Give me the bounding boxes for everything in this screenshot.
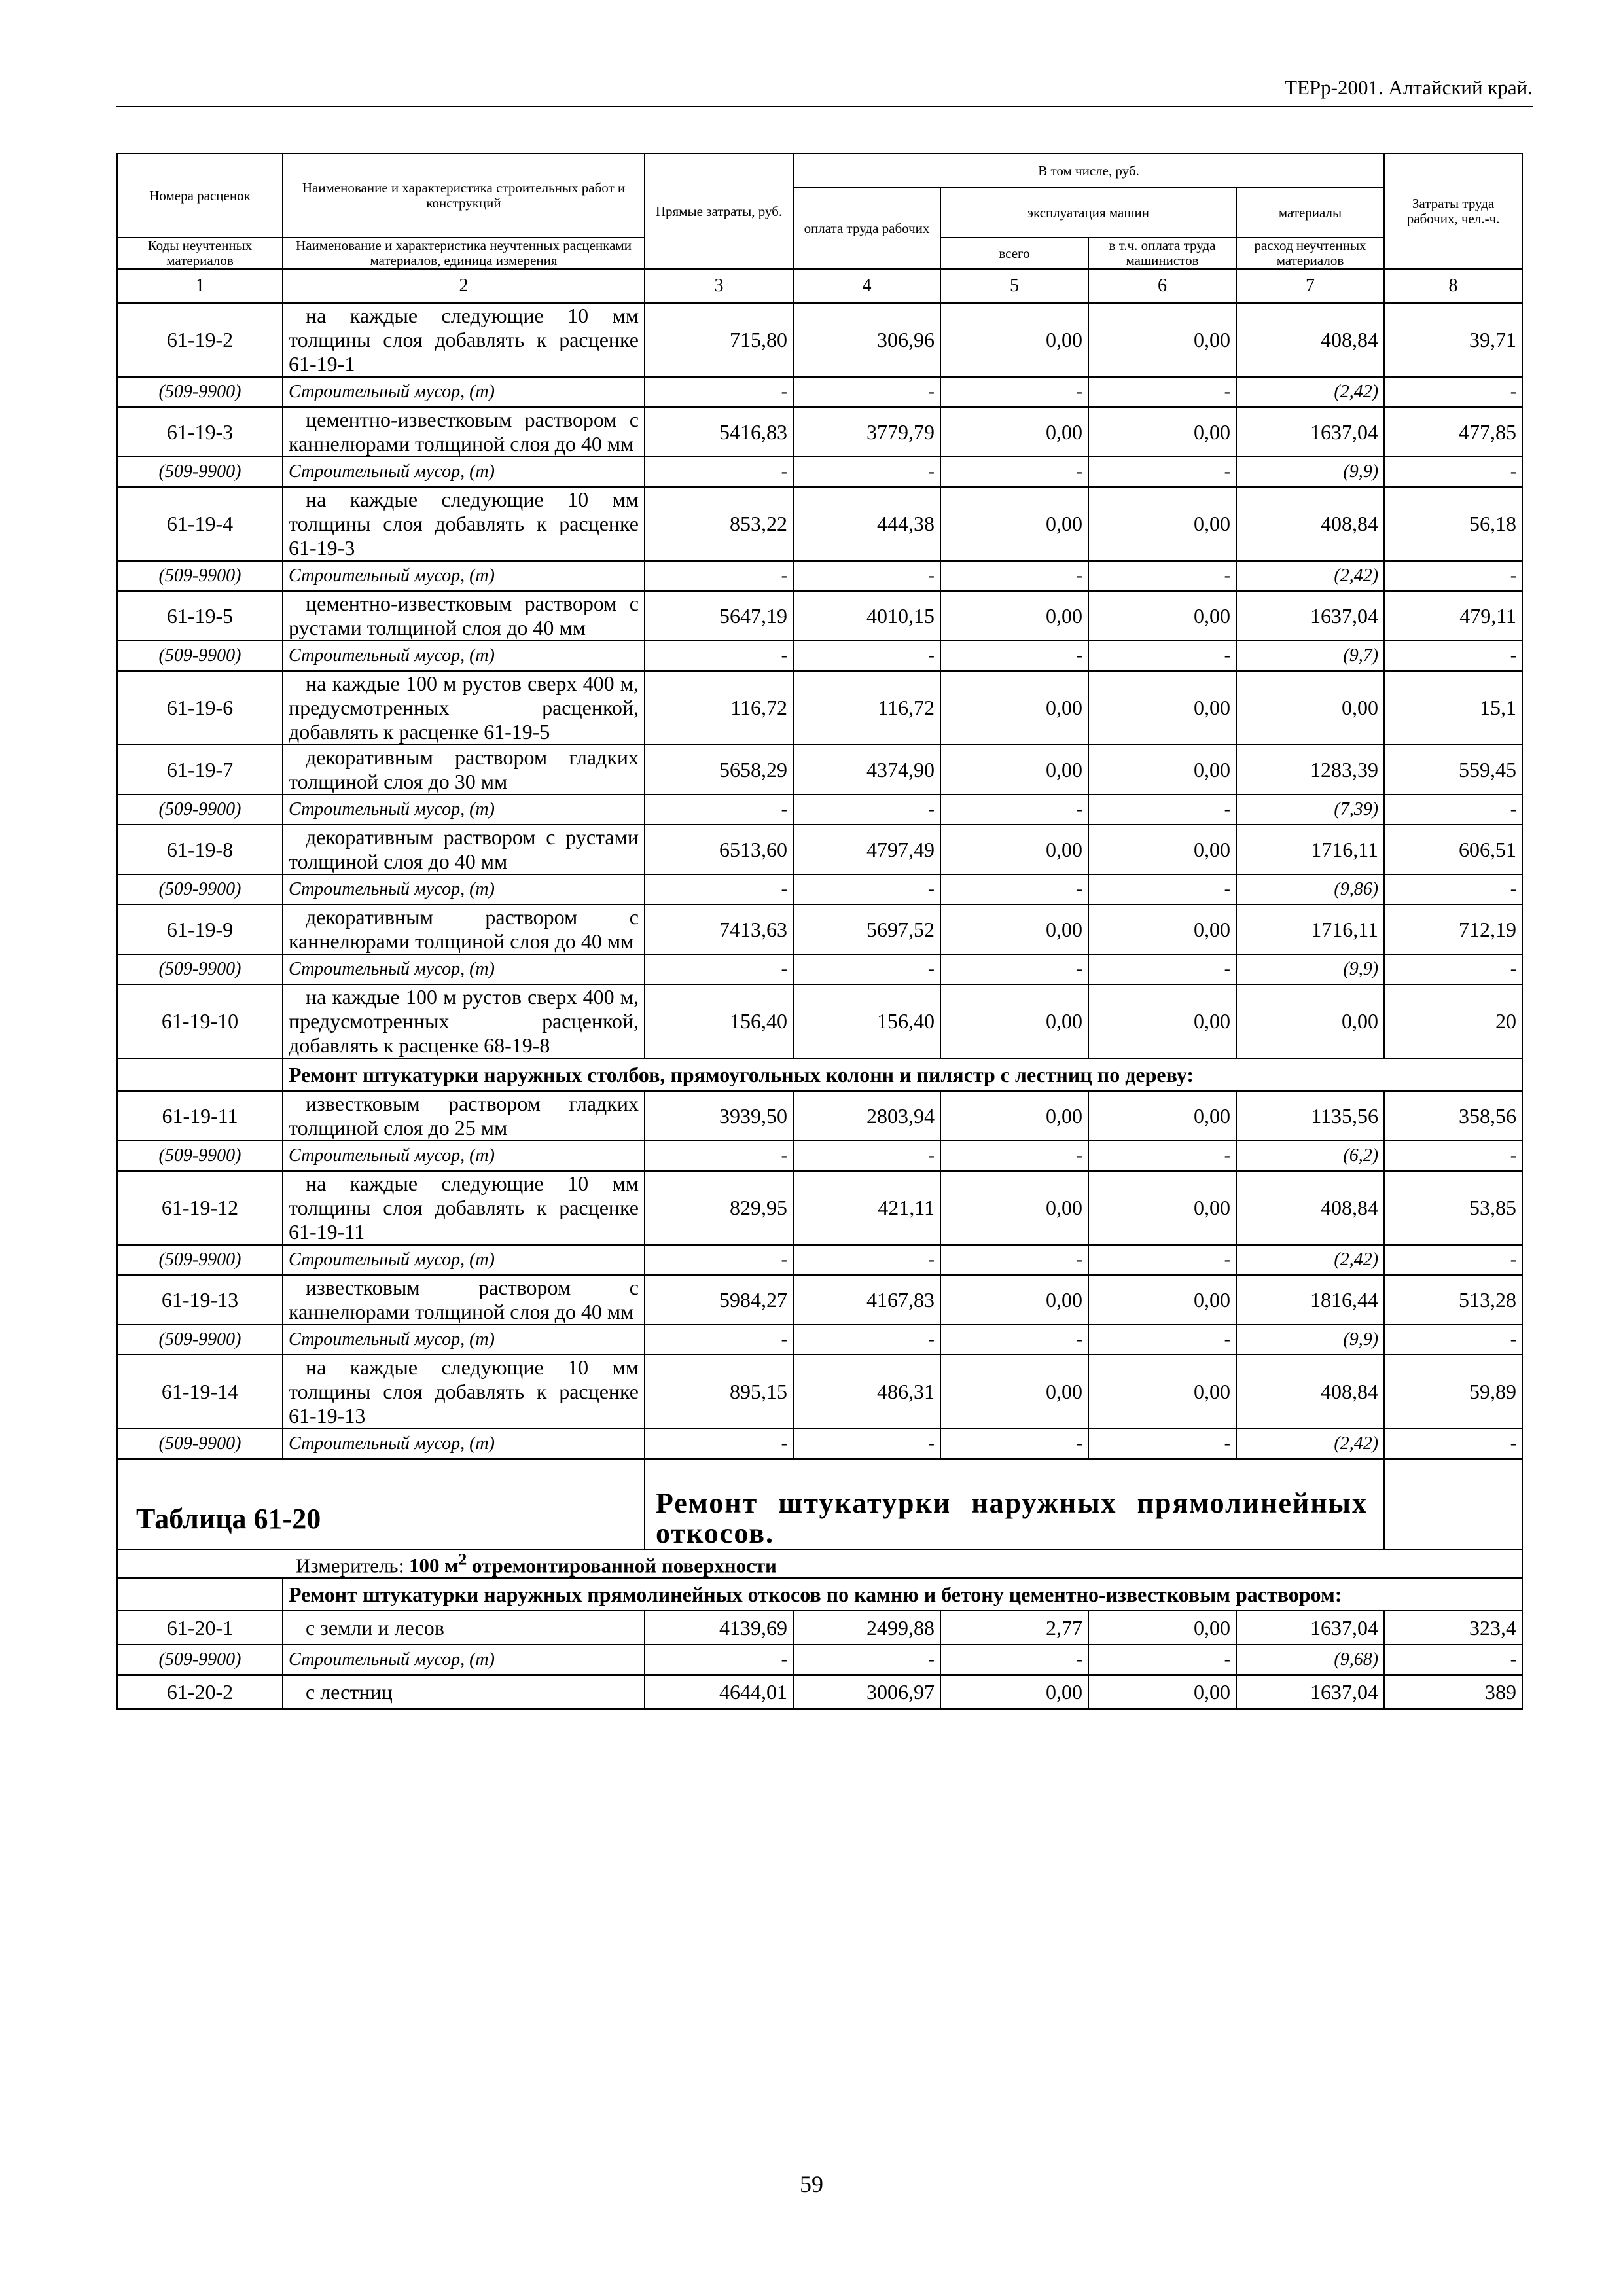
material-name: Строительный мусор, (т) — [283, 1325, 645, 1355]
rate-row — [117, 1611, 1522, 1645]
material-labor: - — [793, 377, 940, 407]
measure-unit — [283, 1549, 1522, 1578]
material-code: (509-9900) — [117, 1325, 283, 1355]
section-heading-row — [117, 1578, 1522, 1611]
material-labor: - — [793, 1325, 940, 1355]
machinist-pay: 0,00 — [1088, 591, 1236, 641]
rate-row — [117, 407, 1522, 457]
work-description: декоративным раствором гладких толщиной слоя до 30 мм — [283, 745, 645, 795]
material-machines: - — [940, 641, 1088, 671]
direct-costs: 116,72 — [645, 671, 793, 745]
labor-hours: 53,85 — [1384, 1171, 1522, 1245]
material-row — [117, 1325, 1522, 1355]
work-description: известковым раствором с каннелюрами толщиной слоя до 40 мм — [283, 1275, 645, 1325]
material-machines: - — [940, 1245, 1088, 1275]
direct-costs: 156,40 — [645, 984, 793, 1058]
work-description: с земли и лесов — [283, 1611, 645, 1645]
work-description: на каждые следующие 10 мм толщины слоя добавлять к расценке 61-19-13 — [283, 1355, 645, 1429]
work-description: цементно-известковым раствором с каннелюрами толщиной слоя до 40 мм — [283, 407, 645, 457]
material-name: Строительный мусор, (т) — [283, 1141, 645, 1171]
rate-row — [117, 1091, 1522, 1141]
machines-total: 0,00 — [940, 671, 1088, 745]
labor-pay: 4010,15 — [793, 591, 940, 641]
page-number: 59 — [800, 2171, 823, 2197]
material-code: (509-9900) — [117, 795, 283, 825]
work-description: цементно-известковым раствором с рустами толщиной слоя до 40 мм — [283, 591, 645, 641]
measure-prefix: Измеритель: — [296, 1554, 404, 1577]
table-name: Ремонт штукатурки наружных прямолинейных откосов. — [645, 1459, 1384, 1549]
machinist-pay: 0,00 — [1088, 1675, 1236, 1709]
material-consumption: (9,9) — [1236, 457, 1384, 487]
material-machines: - — [940, 1141, 1088, 1171]
machinist-pay: 0,00 — [1088, 407, 1236, 457]
material-name: Строительный мусор, (т) — [283, 377, 645, 407]
materials: 408,84 — [1236, 1355, 1384, 1429]
machinist-pay: 0,00 — [1088, 1091, 1236, 1141]
rate-row — [117, 905, 1522, 954]
material-name: Строительный мусор, (т) — [283, 561, 645, 591]
rate-code: 61-19-5 — [117, 591, 283, 641]
materials: 1637,04 — [1236, 591, 1384, 641]
material-row — [117, 954, 1522, 984]
materials: 408,84 — [1236, 1171, 1384, 1245]
material-code: (509-9900) — [117, 1141, 283, 1171]
machines-total: 0,00 — [940, 984, 1088, 1058]
material-labor: - — [793, 874, 940, 905]
material-machines: - — [940, 561, 1088, 591]
material-direct: - — [645, 641, 793, 671]
material-machinist-pay: - — [1088, 1141, 1236, 1171]
column-number: 5 — [940, 269, 1088, 303]
header-machines-total: всего — [940, 238, 1088, 269]
material-consumption: (2,42) — [1236, 1429, 1384, 1459]
materials: 1716,11 — [1236, 825, 1384, 874]
header-rate-numbers: Номера расценок — [117, 154, 283, 238]
materials: 1637,04 — [1236, 407, 1384, 457]
running-header: ТЕРр-2001. Алтайский край. — [116, 73, 1533, 107]
rates-table — [116, 153, 1523, 1710]
material-consumption: (2,42) — [1236, 377, 1384, 407]
rate-code: 61-19-3 — [117, 407, 283, 457]
work-description: известковым раствором гладких толщиной слоя до 25 мм — [283, 1091, 645, 1141]
rate-code: 61-19-6 — [117, 671, 283, 745]
header-unaccounted-materials: расход неучтенных материалов — [1236, 238, 1384, 269]
work-description: с лестниц — [283, 1675, 645, 1709]
measure-row — [117, 1549, 1522, 1578]
material-direct: - — [645, 377, 793, 407]
rate-code: 61-19-2 — [117, 303, 283, 377]
material-row — [117, 874, 1522, 905]
materials: 1716,11 — [1236, 905, 1384, 954]
material-direct: - — [645, 457, 793, 487]
header-labor-hours: Затраты труда рабочих, чел.-ч. — [1384, 154, 1522, 269]
labor-pay: 2499,88 — [793, 1611, 940, 1645]
material-hours: - — [1384, 1141, 1522, 1171]
material-direct: - — [645, 1245, 793, 1275]
material-machines: - — [940, 1325, 1088, 1355]
material-machines: - — [940, 954, 1088, 984]
rate-row — [117, 1355, 1522, 1429]
rate-row — [117, 825, 1522, 874]
labor-pay: 116,72 — [793, 671, 940, 745]
direct-costs: 3939,50 — [645, 1091, 793, 1141]
rate-code: 61-19-12 — [117, 1171, 283, 1245]
machines-total: 0,00 — [940, 1675, 1088, 1709]
material-name: Строительный мусор, (т) — [283, 641, 645, 671]
material-machinist-pay: - — [1088, 874, 1236, 905]
material-row — [117, 457, 1522, 487]
material-machinist-pay: - — [1088, 1325, 1236, 1355]
rate-code: 61-19-14 — [117, 1355, 283, 1429]
labor-hours: 712,19 — [1384, 905, 1522, 954]
column-number: 7 — [1236, 269, 1384, 303]
material-name: Строительный мусор, (т) — [283, 1645, 645, 1675]
measure-value: 100 $м^2$ — [408, 1550, 467, 1577]
material-machinist-pay: - — [1088, 1245, 1236, 1275]
column-number-row — [117, 269, 1522, 303]
material-row — [117, 377, 1522, 407]
measure-suffix: отремонтированной поверхности — [471, 1554, 777, 1577]
machines-total: 0,00 — [940, 1171, 1088, 1245]
materials: 1637,04 — [1236, 1675, 1384, 1709]
direct-costs: 4644,01 — [645, 1675, 793, 1709]
material-code: (509-9900) — [117, 457, 283, 487]
column-number: 4 — [793, 269, 940, 303]
labor-pay: 486,31 — [793, 1355, 940, 1429]
material-labor: - — [793, 457, 940, 487]
material-name: Строительный мусор, (т) — [283, 1245, 645, 1275]
labor-hours: 39,71 — [1384, 303, 1522, 377]
header-labor-pay: оплата труда рабочих — [793, 188, 940, 269]
material-labor: - — [793, 1141, 940, 1171]
materials: 1816,44 — [1236, 1275, 1384, 1325]
machines-total: 0,00 — [940, 905, 1088, 954]
labor-hours: 389 — [1384, 1675, 1522, 1709]
material-machinist-pay: - — [1088, 954, 1236, 984]
labor-hours: 358,56 — [1384, 1091, 1522, 1141]
rate-code: 61-19-4 — [117, 487, 283, 561]
machinist-pay: 0,00 — [1088, 984, 1236, 1058]
material-machinist-pay: - — [1088, 561, 1236, 591]
column-number: 1 — [117, 269, 283, 303]
rate-row — [117, 303, 1522, 377]
material-hours: - — [1384, 795, 1522, 825]
work-description: на каждые следующие 10 мм толщины слоя добавлять к расценке 61-19-3 — [283, 487, 645, 561]
material-hours: - — [1384, 1645, 1522, 1675]
material-name: Строительный мусор, (т) — [283, 1429, 645, 1459]
material-row — [117, 1645, 1522, 1675]
material-labor: - — [793, 561, 940, 591]
labor-pay: 3779,79 — [793, 407, 940, 457]
material-labor: - — [793, 1245, 940, 1275]
machinist-pay: 0,00 — [1088, 1275, 1236, 1325]
material-consumption: (7,39) — [1236, 795, 1384, 825]
labor-pay: 421,11 — [793, 1171, 940, 1245]
material-machinist-pay: - — [1088, 1645, 1236, 1675]
material-code: (509-9900) — [117, 1245, 283, 1275]
material-machinist-pay: - — [1088, 795, 1236, 825]
header-machinist-pay: в т.ч. оплата труда машинистов — [1088, 238, 1236, 269]
machines-total: 0,00 — [940, 303, 1088, 377]
direct-costs: 853,22 — [645, 487, 793, 561]
labor-hours: 479,11 — [1384, 591, 1522, 641]
machinist-pay: 0,00 — [1088, 671, 1236, 745]
materials: 0,00 — [1236, 984, 1384, 1058]
materials: 1135,56 — [1236, 1091, 1384, 1141]
column-number: 8 — [1384, 269, 1522, 303]
labor-hours: 477,85 — [1384, 407, 1522, 457]
machinist-pay: 0,00 — [1088, 905, 1236, 954]
rate-row — [117, 1675, 1522, 1709]
material-machines: - — [940, 795, 1088, 825]
column-number: 2 — [283, 269, 645, 303]
material-name: Строительный мусор, (т) — [283, 457, 645, 487]
material-code: (509-9900) — [117, 641, 283, 671]
rate-row — [117, 745, 1522, 795]
work-description: на каждые следующие 10 мм толщины слоя добавлять к расценке 61-19-1 — [283, 303, 645, 377]
header-work-name: Наименование и характеристика строительных работ и конструкций — [283, 154, 645, 238]
material-machines: - — [940, 1645, 1088, 1675]
work-description: на каждые 100 м рустов сверх 400 м, предусмотренных расценкой, добавлять к расценке 68-19-8 — [283, 984, 645, 1058]
material-hours: - — [1384, 874, 1522, 905]
machinist-pay: 0,00 — [1088, 303, 1236, 377]
header-material-codes: Коды неучтенных материалов — [117, 238, 283, 269]
header-machines: эксплуатация машин — [940, 188, 1236, 238]
direct-costs: 895,15 — [645, 1355, 793, 1429]
material-row — [117, 641, 1522, 671]
material-code: (509-9900) — [117, 1429, 283, 1459]
material-direct: - — [645, 954, 793, 984]
machinist-pay: 0,00 — [1088, 1171, 1236, 1245]
material-labor: - — [793, 1645, 940, 1675]
labor-hours: 559,45 — [1384, 745, 1522, 795]
labor-hours: 56,18 — [1384, 487, 1522, 561]
material-name: Строительный мусор, (т) — [283, 874, 645, 905]
rate-row — [117, 984, 1522, 1058]
labor-pay: 3006,97 — [793, 1675, 940, 1709]
machines-total: 0,00 — [940, 825, 1088, 874]
rate-code: 61-19-9 — [117, 905, 283, 954]
material-machinist-pay: - — [1088, 377, 1236, 407]
direct-costs: 7413,63 — [645, 905, 793, 954]
rate-row — [117, 591, 1522, 641]
material-machines: - — [940, 377, 1088, 407]
material-hours: - — [1384, 561, 1522, 591]
header-including: В том числе, руб. — [793, 154, 1384, 188]
material-code: (509-9900) — [117, 874, 283, 905]
material-machinist-pay: - — [1088, 641, 1236, 671]
direct-costs: 6513,60 — [645, 825, 793, 874]
rate-row — [117, 1171, 1522, 1245]
material-code: (509-9900) — [117, 377, 283, 407]
labor-pay: 4167,83 — [793, 1275, 940, 1325]
machinist-pay: 0,00 — [1088, 1611, 1236, 1645]
rate-code: 61-20-1 — [117, 1611, 283, 1645]
material-row — [117, 1141, 1522, 1171]
material-code: (509-9900) — [117, 1645, 283, 1675]
material-hours: - — [1384, 641, 1522, 671]
material-consumption: (9,9) — [1236, 954, 1384, 984]
direct-costs: 829,95 — [645, 1171, 793, 1245]
header-materials: материалы — [1236, 188, 1384, 238]
labor-pay: 4374,90 — [793, 745, 940, 795]
machines-total: 0,00 — [940, 487, 1088, 561]
material-row — [117, 1245, 1522, 1275]
work-description: на каждые 100 м рустов сверх 400 м, предусмотренных расценкой, добавлять к расценке 61-19-5 — [283, 671, 645, 745]
work-description: декоративным раствором с каннелюрами толщиной слоя до 40 мм — [283, 905, 645, 954]
machinist-pay: 0,00 — [1088, 745, 1236, 795]
rate-code: 61-19-8 — [117, 825, 283, 874]
material-direct: - — [645, 1429, 793, 1459]
material-consumption: (9,9) — [1236, 1325, 1384, 1355]
labor-hours: 59,89 — [1384, 1355, 1522, 1429]
material-consumption: (9,7) — [1236, 641, 1384, 671]
material-direct: - — [645, 874, 793, 905]
labor-pay: 156,40 — [793, 984, 940, 1058]
machines-total: 0,00 — [940, 591, 1088, 641]
direct-costs: 5984,27 — [645, 1275, 793, 1325]
labor-hours: 513,28 — [1384, 1275, 1522, 1325]
material-labor: - — [793, 795, 940, 825]
section-heading: Ремонт штукатурки наружных столбов, прямоугольных колонн и пилястр с лестниц по дереву: — [283, 1058, 1522, 1091]
column-number: 3 — [645, 269, 793, 303]
rate-code: 61-19-13 — [117, 1275, 283, 1325]
material-direct: - — [645, 1645, 793, 1675]
rate-row — [117, 1275, 1522, 1325]
section-heading: Ремонт штукатурки наружных прямолинейных откосов по камню и бетону цементно-известковым раствором: — [283, 1578, 1522, 1611]
rate-code: 61-19-7 — [117, 745, 283, 795]
material-consumption: (2,42) — [1236, 1245, 1384, 1275]
labor-hours: 606,51 — [1384, 825, 1522, 874]
material-direct: - — [645, 1141, 793, 1171]
machinist-pay: 0,00 — [1088, 825, 1236, 874]
rate-code: 61-20-2 — [117, 1675, 283, 1709]
machines-total: 0,00 — [940, 407, 1088, 457]
rate-code: 61-19-11 — [117, 1091, 283, 1141]
column-number: 6 — [1088, 269, 1236, 303]
material-consumption: (9,86) — [1236, 874, 1384, 905]
material-hours: - — [1384, 1325, 1522, 1355]
material-consumption: (6,2) — [1236, 1141, 1384, 1171]
material-name: Строительный мусор, (т) — [283, 954, 645, 984]
material-labor: - — [793, 954, 940, 984]
table-title-row — [117, 1459, 1522, 1549]
header-direct-costs: Прямые затраты, руб. — [645, 154, 793, 269]
machines-total: 2,77 — [940, 1611, 1088, 1645]
materials: 408,84 — [1236, 487, 1384, 561]
rate-row — [117, 671, 1522, 745]
machines-total: 0,00 — [940, 1355, 1088, 1429]
material-direct: - — [645, 795, 793, 825]
material-direct: - — [645, 561, 793, 591]
material-machinist-pay: - — [1088, 1429, 1236, 1459]
material-labor: - — [793, 1429, 940, 1459]
header-material-name: Наименование и характеристика неучтенных расценками материалов, единица измерения — [283, 238, 645, 269]
labor-hours: 323,4 — [1384, 1611, 1522, 1645]
machines-total: 0,00 — [940, 1091, 1088, 1141]
rate-code: 61-19-10 — [117, 984, 283, 1058]
material-name: Строительный мусор, (т) — [283, 795, 645, 825]
material-direct: - — [645, 1325, 793, 1355]
materials: 0,00 — [1236, 671, 1384, 745]
materials: 408,84 — [1236, 303, 1384, 377]
machinist-pay: 0,00 — [1088, 1355, 1236, 1429]
material-row — [117, 561, 1522, 591]
machines-total: 0,00 — [940, 1275, 1088, 1325]
material-row — [117, 795, 1522, 825]
material-machines: - — [940, 874, 1088, 905]
material-labor: - — [793, 641, 940, 671]
section-heading-row — [117, 1058, 1522, 1091]
material-hours: - — [1384, 1429, 1522, 1459]
material-row — [117, 1429, 1522, 1459]
labor-pay: 2803,94 — [793, 1091, 940, 1141]
labor-pay: 5697,52 — [793, 905, 940, 954]
work-description: декоративным раствором с рустами толщиной слоя до 40 мм — [283, 825, 645, 874]
material-machines: - — [940, 457, 1088, 487]
labor-pay: 4797,49 — [793, 825, 940, 874]
labor-hours: 15,1 — [1384, 671, 1522, 745]
labor-hours: 20 — [1384, 984, 1522, 1058]
materials: 1283,39 — [1236, 745, 1384, 795]
material-machines: - — [940, 1429, 1088, 1459]
material-code: (509-9900) — [117, 561, 283, 591]
material-hours: - — [1384, 1245, 1522, 1275]
direct-costs: 5658,29 — [645, 745, 793, 795]
material-consumption: (9,68) — [1236, 1645, 1384, 1675]
direct-costs: 5647,19 — [645, 591, 793, 641]
machinist-pay: 0,00 — [1088, 487, 1236, 561]
material-code: (509-9900) — [117, 954, 283, 984]
labor-pay: 306,96 — [793, 303, 940, 377]
direct-costs: 4139,69 — [645, 1611, 793, 1645]
materials: 1637,04 — [1236, 1611, 1384, 1645]
work-description: на каждые следующие 10 мм толщины слоя добавлять к расценке 61-19-11 — [283, 1171, 645, 1245]
direct-costs: 5416,83 — [645, 407, 793, 457]
material-hours: - — [1384, 457, 1522, 487]
direct-costs: 715,80 — [645, 303, 793, 377]
machines-total: 0,00 — [940, 745, 1088, 795]
table-number: Таблица 61-20 — [117, 1459, 645, 1549]
rate-row — [117, 487, 1522, 561]
material-hours: - — [1384, 377, 1522, 407]
material-machinist-pay: - — [1088, 457, 1236, 487]
material-consumption: (2,42) — [1236, 561, 1384, 591]
labor-pay: 444,38 — [793, 487, 940, 561]
material-hours: - — [1384, 954, 1522, 984]
